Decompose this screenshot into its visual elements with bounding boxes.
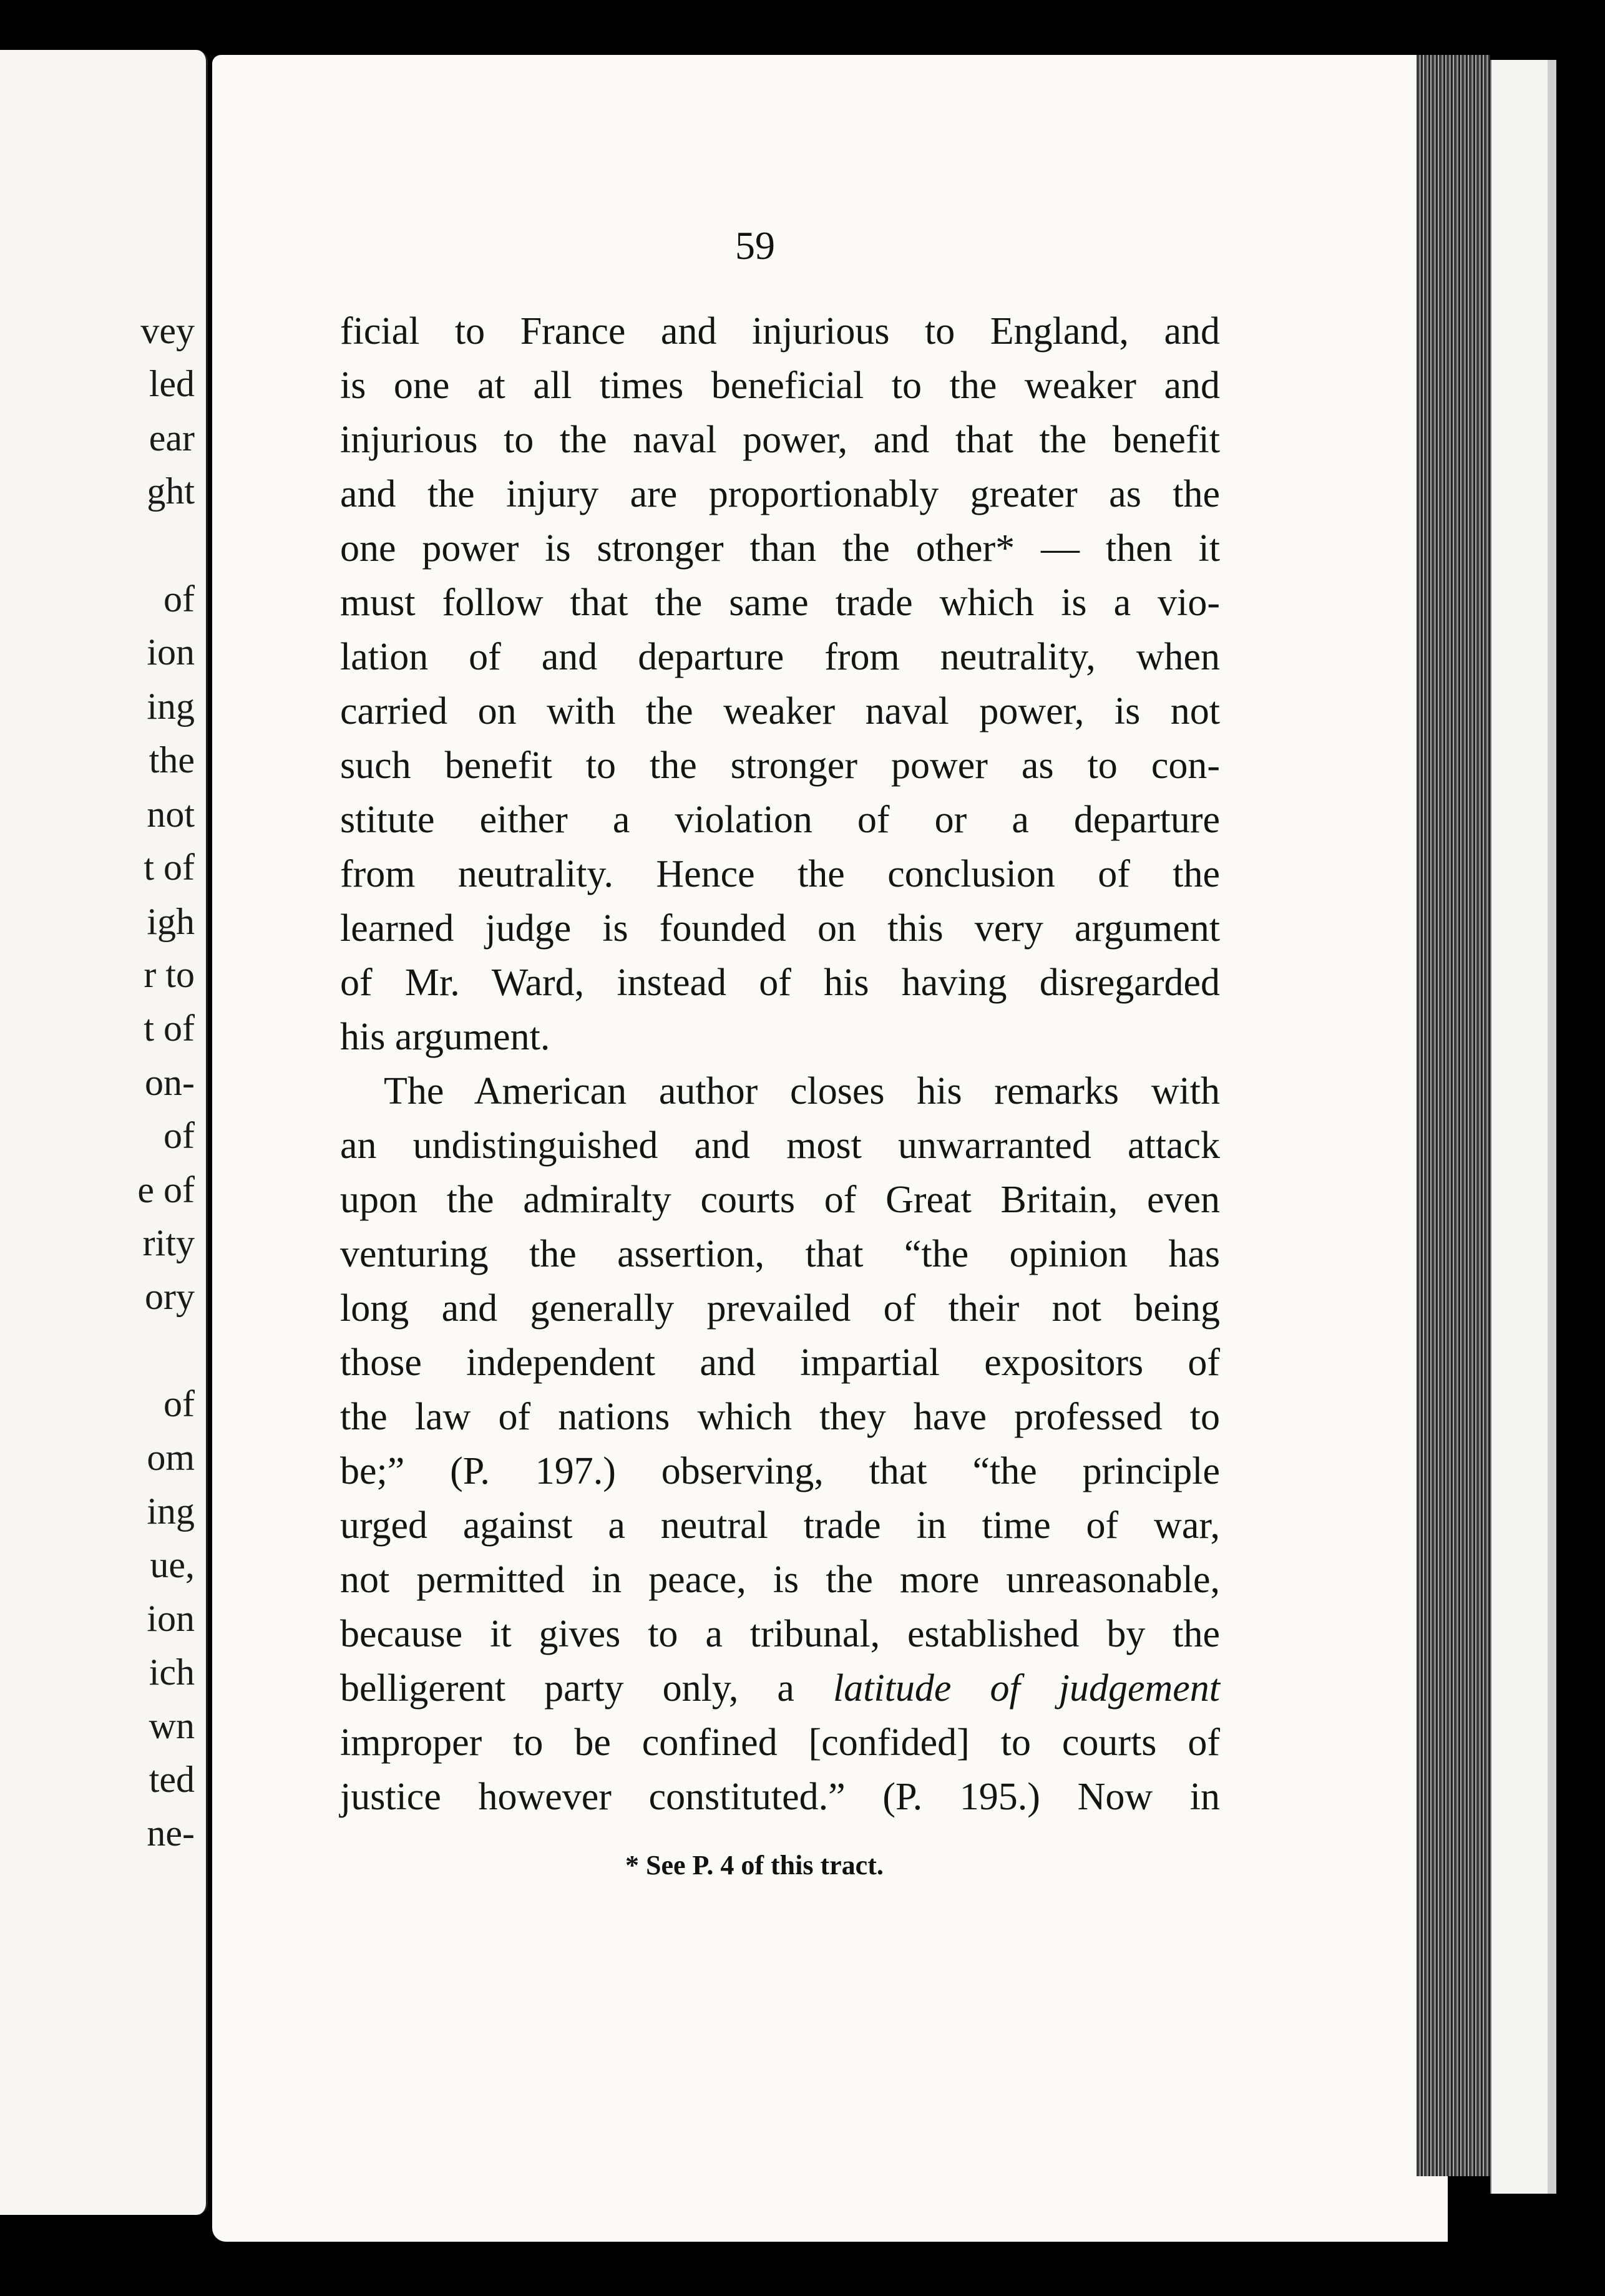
left-page-fragment: on- [145,1062,195,1103]
text-line: injurious to the naval power, and that the benefit [340,419,1220,461]
text-line: improper to be confined [confided] to courts of [340,1721,1220,1764]
left-page-fragment: om [147,1437,195,1478]
left-page-fragment: ne- [147,1812,195,1854]
text-line: not permitted in peace, is the more unreasonable, [340,1559,1220,1601]
left-page-fragment: ion [147,631,195,673]
text-line: one power is stronger than the other* — then it [340,527,1220,570]
left-page-fragment: wn [149,1705,195,1746]
left-page-fragment: ing [147,686,195,727]
text-line: an undistinguished and most unwarranted attack [340,1124,1220,1167]
left-page-fragment: ue, [150,1544,195,1585]
text-line: those independent and impartial expositors of [340,1341,1220,1384]
text-line: from neutrality. Hence the conclusion of the [340,853,1220,895]
text-line: stitute either a violation of or a departure [340,799,1220,841]
left-page-fragment: ted [149,1759,195,1800]
text-line: is one at all times beneficial to the weaker and [340,364,1220,407]
footnote: * See P. 4 of this tract. [625,1850,884,1880]
left-page-fragment: led [149,363,195,404]
text-line: and the injury are proportionably greater as the [340,473,1220,515]
book-page-edge [1417,55,1490,2176]
facing-page-left [0,50,208,2215]
text-segment: belligerent party only, a [340,1667,794,1710]
left-page-fragment: ion [147,1598,195,1639]
text-line: justice however constituted.” (P. 195.) Now in [340,1776,1220,1818]
left-page-fragment: igh [147,901,195,942]
book-page-edge-shadow [1548,60,1556,2194]
left-page-fragment: of [163,1115,195,1156]
text-line: urged against a neutral trade in time of war, [340,1504,1220,1547]
body-text [340,304,1220,1824]
left-page-fragment: e of [137,1169,195,1210]
text-line: lation of and departure from neutrality, when [340,636,1220,678]
left-page-fragment: t of [144,1008,195,1049]
left-page-fragment: ear [149,417,195,459]
text-line: such benefit to the stronger power as to con- [340,744,1220,787]
text-line: carried on with the weaker naval power, is not [340,690,1220,732]
text-line: long and generally prevailed of their not being [340,1287,1220,1330]
left-page-fragment: not [147,794,195,835]
text-line: upon the admiralty courts of Great Britain, even [340,1179,1220,1221]
text-line: venturing the assertion, that “the opinion has [340,1233,1220,1275]
text-line: of Mr. Ward, instead of his having disregarded [340,961,1220,1004]
text-line-with-italic [340,1661,1220,1716]
text-line: be;” (P. 197.) observing, that “the principle [340,1450,1220,1492]
page-number: 59 [735,223,775,268]
left-page-fragment: ing [147,1491,195,1532]
text-line: because it gives to a tribunal, established by the [340,1613,1220,1655]
left-page-fragment: the [149,739,195,781]
left-page-fragment: rity [142,1222,195,1263]
left-page-fragment: ory [145,1276,195,1317]
left-page-fragment: t of [144,847,195,888]
left-page-fragment: ght [147,470,195,512]
left-page-fragment: vey [140,310,195,351]
left-page-fragment: r to [144,954,195,995]
text-line: learned judge is founded on this very argument [340,907,1220,950]
text-line: the law of nations which they have professed to [340,1396,1220,1438]
text-line: his argument. [340,1016,550,1058]
text-line: ficial to France and injurious to England, and [340,310,1220,353]
left-page-fragment: of [163,578,195,620]
left-page-fragment: ich [149,1651,195,1693]
italic-phrase: latitude of judgement [832,1667,1220,1710]
left-page-fragment: of [163,1383,195,1424]
text-line: must follow that the same trade which is a vio- [340,581,1220,624]
paragraph-start-line: The American author closes his remarks with [384,1070,1220,1112]
book-page-edge-light [1490,60,1549,2194]
